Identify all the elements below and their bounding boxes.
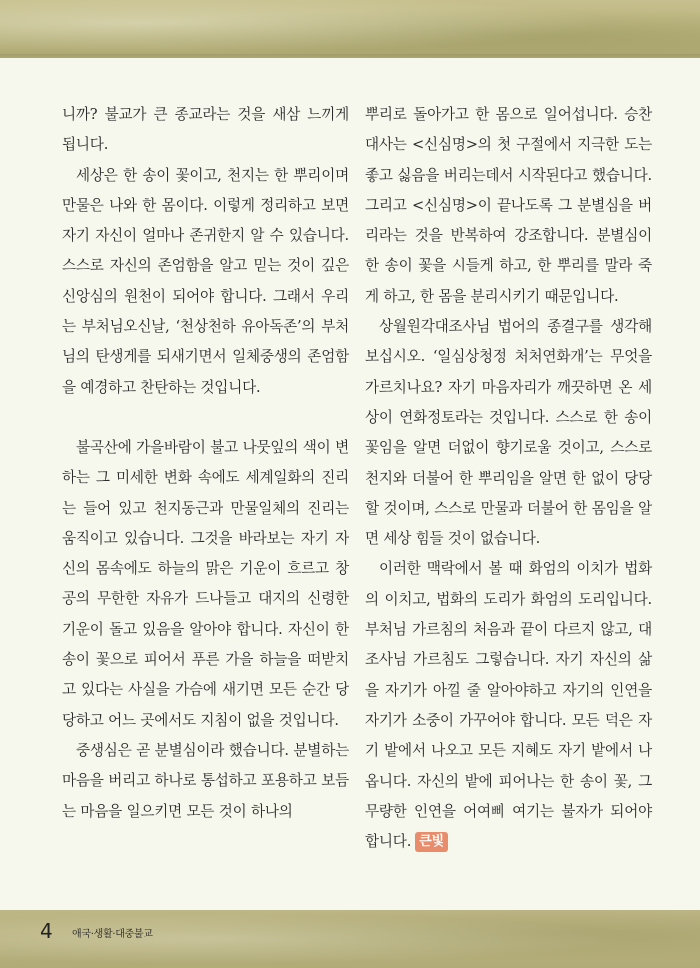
- paragraph: 불곡산에 가을바람이 불고 나뭇잎의 색이 변하는 그 미세한 변화 속에도 세계일화의 진리는 들어 있고 천지동근과 만물일체의 진리는 움직이고 있습니다. 그것을 바라보는 자기 자신의 몸속에도 하늘의 맑은 기운이 흐르고 창공의 무한한 자유가 드나들고 대지의 신령한 기운이 돌고 있음을 알아야 합니다. 자신이 한 송이 꽃으로 피어서 푸른 가을 하늘을 떠받치고 있다는 사실을 가슴에 새기면 모든 순간 당당하고 어느 곳에서도 지침이 없을 것입니다.: [62, 438, 349, 729]
- page-number: 4: [40, 919, 53, 943]
- paragraph: 세상은 한 송이 꽃이고, 천지는 한 뿌리이며 만물은 나와 한 몸이다. 이렇게 정리하고 보면 자기 자신이 얼마나 존귀한지 알 수 있습니다. 스스로 자신의 존엄함을 알고 믿는 것이 깊은 신앙심의 원천이 되어야 합니다. 그래서 우리는 부처님오신날, ‘천상천하 유아독존’의 부처님의 탄생게를 되새기면서 일체중생의 존엄함을 예경하고 찬탄하는 것입니다.: [62, 166, 349, 396]
- paragraph: 상월원각대조사님 법어의 종결구를 생각해 보십시오. ‘일심상청정 처처연화개’는 무엇을 가르치나요? 자기 마음자리가 깨끗하면 온 세상이 연화정토라는 것입니다. 스스로 한 송이 꽃임을 알면 더없이 향기로울 것이고, 스스로 천지와 더불어 한 뿌리임을 알면 한 없이 당당할 것이며, 스스로 만물과 더불어 한 몸임을 알면 세상 힘들 것이 없습니다.: [365, 318, 652, 548]
- paragraph: 니까? 불교가 큰 종교라는 것을 새삼 느끼게 됩니다.: [62, 106, 349, 154]
- paragraph: 중생심은 곧 분별심이라 했습니다. 분별하는 마음을 버리고 하나로 통섭하고 포용하고 보듬는 마음을 일으키면 모든 것이 하나의: [62, 741, 349, 820]
- left-column: [62, 100, 349, 827]
- publication-label: 애국·생활·대중불교: [72, 929, 153, 940]
- right-column: [365, 100, 652, 857]
- top-texture-band: [0, 0, 700, 58]
- footer-band: [0, 910, 700, 968]
- end-mark-badge: 큰빛: [415, 832, 448, 852]
- paragraph: [365, 554, 652, 857]
- paragraph-gap: [62, 403, 349, 433]
- paragraph-text: 이러한 맥락에서 볼 때 화엄의 이치가 법화의 이치고, 법화의 도리가 화엄의 도리입니다. 부처님 가르침의 처음과 끝이 다르지 않고, 대조사님 가르침도 그렇습니다. 자기 자신의 삶을 자기가 아낄 줄 알아야하고 자기의 인연을 자기가 소중이 가꾸어야 합니다. 모든 덕은 자기 밭에서 나오고 모든 지혜도 자기 밭에서 나옵니다. 자신의 밭에 피어나는 한 송이 꽃, 그 무량한 인연을 어여삐 여기는 불자가 되어야 합니다.: [365, 560, 652, 851]
- paragraph: 뿌리로 돌아가고 한 몸으로 일어섭니다. 승찬대사는 <신심명>의 첫 구절에서 지극한 도는 좋고 싫음을 버리는데서 시작된다고 했습니다. 그리고 <신심명>이 끝나도록 그 분별심을 버리라는 것을 반복하여 강조합니다. 분별심이 한 송이 꽃을 시들게 하고, 한 뿌리를 말라 죽게 하고, 한 몸을 분리시키기 때문입니다.: [365, 106, 652, 305]
